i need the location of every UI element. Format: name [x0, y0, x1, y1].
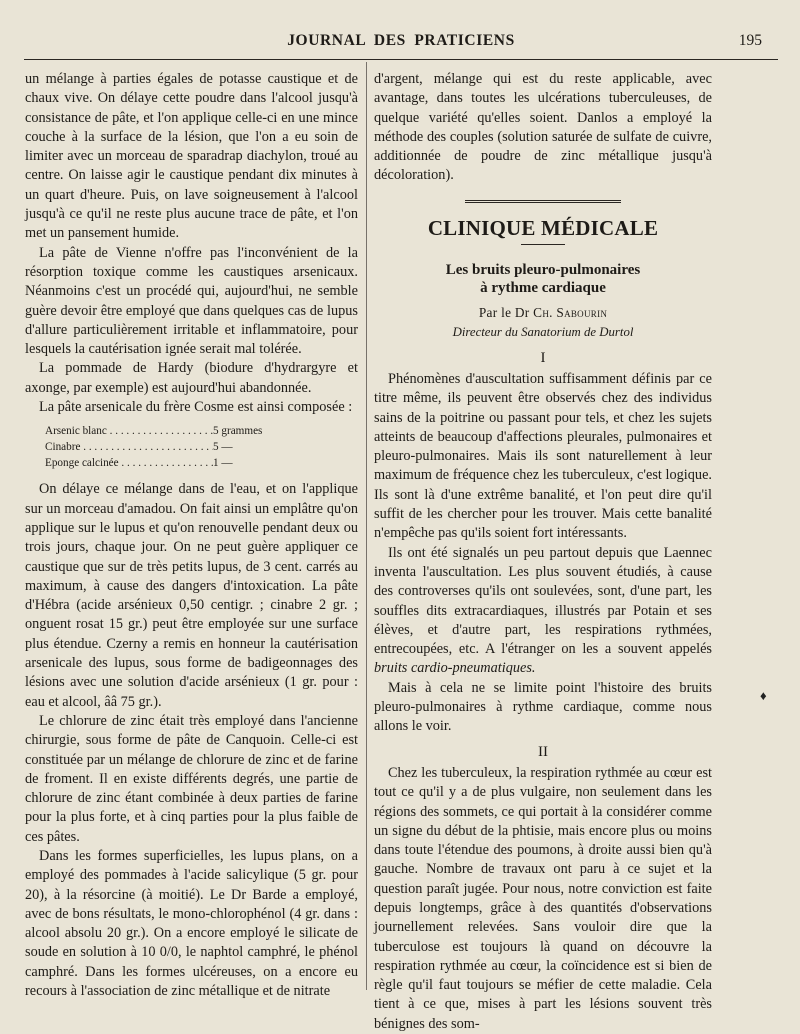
article-title-line: à rythme cardiaque	[480, 280, 606, 297]
paragraph: La pâte de Vienne n'offre pas l'inconvénient de la résorption toxique comme les caustiques arsenicaux. Néanmoins c'est un procédé qui, aujourd'hui, ne semble guère devoir être employé que dans quelques cas de lupus d'allure particulièrement irritable et inflammatoire, pour lesquels la cautérisation ignée serait mal tolérée.	[25, 244, 358, 358]
author-role: Directeur du Sanatorium de Durtol	[452, 325, 634, 340]
author-line	[374, 303, 712, 322]
paragraph: Phénomènes d'auscultation suffisamment définis par ce titre même, ils peuvent être observés chez des individus sains de la poitrine ou passant pour tels, et chez les sujets atteints de beaucoup d'affections pleurales, pulmonaires et pleuro-pulmonaires. Mais ils sont naturellement à leur maximum de fréquence chez les tuberculeux, c'est logique. Ils sont là d'une extrême banalité, et l'on peut dire qu'il suffit de les chercher pour les trouver. Mais cette banalité n'empêche pas qu'ils soient fort intéressants.	[374, 370, 712, 542]
author-name: Ch. Sabourin	[533, 305, 608, 321]
paragraph: La pommade de Hardy (biodure d'hydrargyre et axonge, par exemple) est aujourd'hui abandonnée.	[25, 360, 358, 396]
section-number: II	[538, 743, 548, 760]
recipe-row	[45, 423, 275, 439]
paragraph: un mélange à parties égales de potasse caustique et de chaux vive. On délaye cette poudre dans l'alcool jusqu'à consistance de pâte, et l'on applique celle-ci en une mince couche à la surface de la lésion, que l'on a eu soin de limiter avec un morceau de sparadrap diachylon, troué au centre. On laisse agir le caustique pendant dix minutes à un quart d'heure. Puis, on lave soigneusement à l'alcool jusqu'à ce qu'il ne reste plus aucune trace de pâte, et l'on met un pansement humide.	[25, 71, 358, 242]
short-rule	[521, 244, 565, 245]
column-separator	[366, 62, 367, 990]
article-title	[374, 261, 712, 297]
paragraph: Dans les formes superficielles, les lupus plans, on a employé des pommades à l'acide salicylique (5 gr. pour 20), à la résorcine (à moitié). Le Dr Barde a employé, avec de bons résultats, le mono-chlorophénol (4 gr. dans : alcool absolu 20 gr.). On a encore employé le silicate de soude en solution à 10 0/0, le naphtol camphré, le phénol camphré. Dans les formes ulcéreuses, on a encore eu recours à l'association de zinc métallique et de nitrate	[25, 847, 358, 1000]
right-column	[374, 70, 712, 1034]
running-header	[26, 32, 776, 54]
ingredient-name: Cinabre . . .	[45, 439, 213, 455]
header-rule	[24, 59, 778, 60]
paragraph: d'argent, mélange qui est du reste applicable, avec avantage, dans toutes les ulcérations tuberculeuses, de quelque variété qu'elles soient. Danlos a employé la méthode des couples (solution saturée de sulfate de cuivre, additionnée de poudre de zinc métallique jusqu'à décoloration).	[374, 71, 712, 184]
ingredient-qty: 5 grammes	[213, 425, 263, 438]
left-column	[25, 70, 358, 1001]
paragraph: Chez les tuberculeux, la respiration rythmée au cœur est tout ce qu'il y a de plus vulgaire, non seulement dans les régions des sommets, ce qui portait à la considérer comme un signe du début de la phtisie, mais encore plus ou moins dans toute l'étendue des poumons, à droite aussi bien qu'à gauche. Nombre de travaux ont paru à ce sujet et la question paraît jugée. Pour nous, notre conviction est faite depuis longtemps, grâce à des quantités d'observations journellement relevées. Sans vouloir dire que la tuberculose est toujours là quand on découvre la respiration rythmée au cœur, la coïncidence est si bien de règle qu'il faut toujours se méfier de cette maladie. Cela tient à ce que, mises à part les lésions souvent très bénignes des som-	[374, 764, 712, 1032]
ingredient-name: Arsenic blanc . . .	[45, 423, 213, 439]
paragraph: Le chlorure de zinc était très employé dans l'ancienne chirurgie, sous forme de pâte de Canquoin. Celle-ci est constituée par un mélange de chlorure de zinc et de farine de froment. Il en existe différents degrés, une partie de chlorure de zinc étant combinée à deux parties de farine pour la plus forte, et à cinq parties pour la plus faible de ces pâtes.	[25, 712, 358, 845]
recipe-list	[45, 423, 358, 471]
ingredient-qty: 1 —	[213, 457, 233, 470]
ingredient-qty: 5 —	[213, 441, 233, 454]
section-title: CLINIQUE MÉDICALE	[427, 215, 659, 240]
paragraph	[374, 544, 712, 679]
recipe-row	[45, 455, 275, 471]
ingredient-name: Eponge calcinée . . .	[45, 455, 213, 471]
section-double-rule	[465, 200, 621, 205]
author-prefix: Par le Dr	[478, 305, 530, 321]
recipe-row	[45, 439, 275, 455]
paragraph: Mais à cela ne se limite point l'histoire des bruits pleuro-pulmonaires à rythme cardiaque, comme nous allons le voir.	[374, 679, 712, 735]
page-number: 195	[738, 32, 762, 49]
section-number: I	[540, 349, 546, 366]
italic-term: bruits cardio-pneumatiques.	[374, 660, 536, 677]
journal-title: JOURNAL DES PRATICIENS	[287, 32, 515, 49]
paragraph-text: Ils ont été signalés un peu partout depuis que Laennec inventa l'auscultation. Les plus souvent étudiés, à cause des controverses qu'ils ont soulevées, sont, d'une part, les souffles dits extracardiaques, illustrés par Potain et ses élèves, et d'autre part, les respirations rythmées, entrecoupées, etc. A l'étranger on les a souvent appelés	[374, 544, 712, 658]
margin-mark: ♦	[760, 688, 767, 703]
paragraph: La pâte arsenicale du frère Cosme est ainsi composée :	[39, 399, 353, 416]
article-title-line: Les bruits pleuro-pulmonaires	[445, 262, 641, 279]
paragraph: On délaye ce mélange dans de l'eau, et on l'applique sur un morceau d'amadou. On fait ainsi un emplâtre qu'on applique sur le lupus et qu'on renouvelle pendant deux ou trois jours, chaque jour. On ne peut guère appliquer ce caustique que sur de très petits lupus, de 3 cent. carrés au maximum, à cause des dangers d'intoxication. La pâte d'Hébra (acide arsénieux 0,50 centigr. ; cinabre 2 gr. ; onguent rosat 15 gr.) peut être employée sur une surface plus étendue. Czerny a remis en honneur la cautérisation arsenicale des lupus, sous forme de badigeonnages des lésions avec une solution d'acide arsénieux (1 gr. pour : eau et alcool, ââ 75 gr.).	[25, 481, 358, 710]
